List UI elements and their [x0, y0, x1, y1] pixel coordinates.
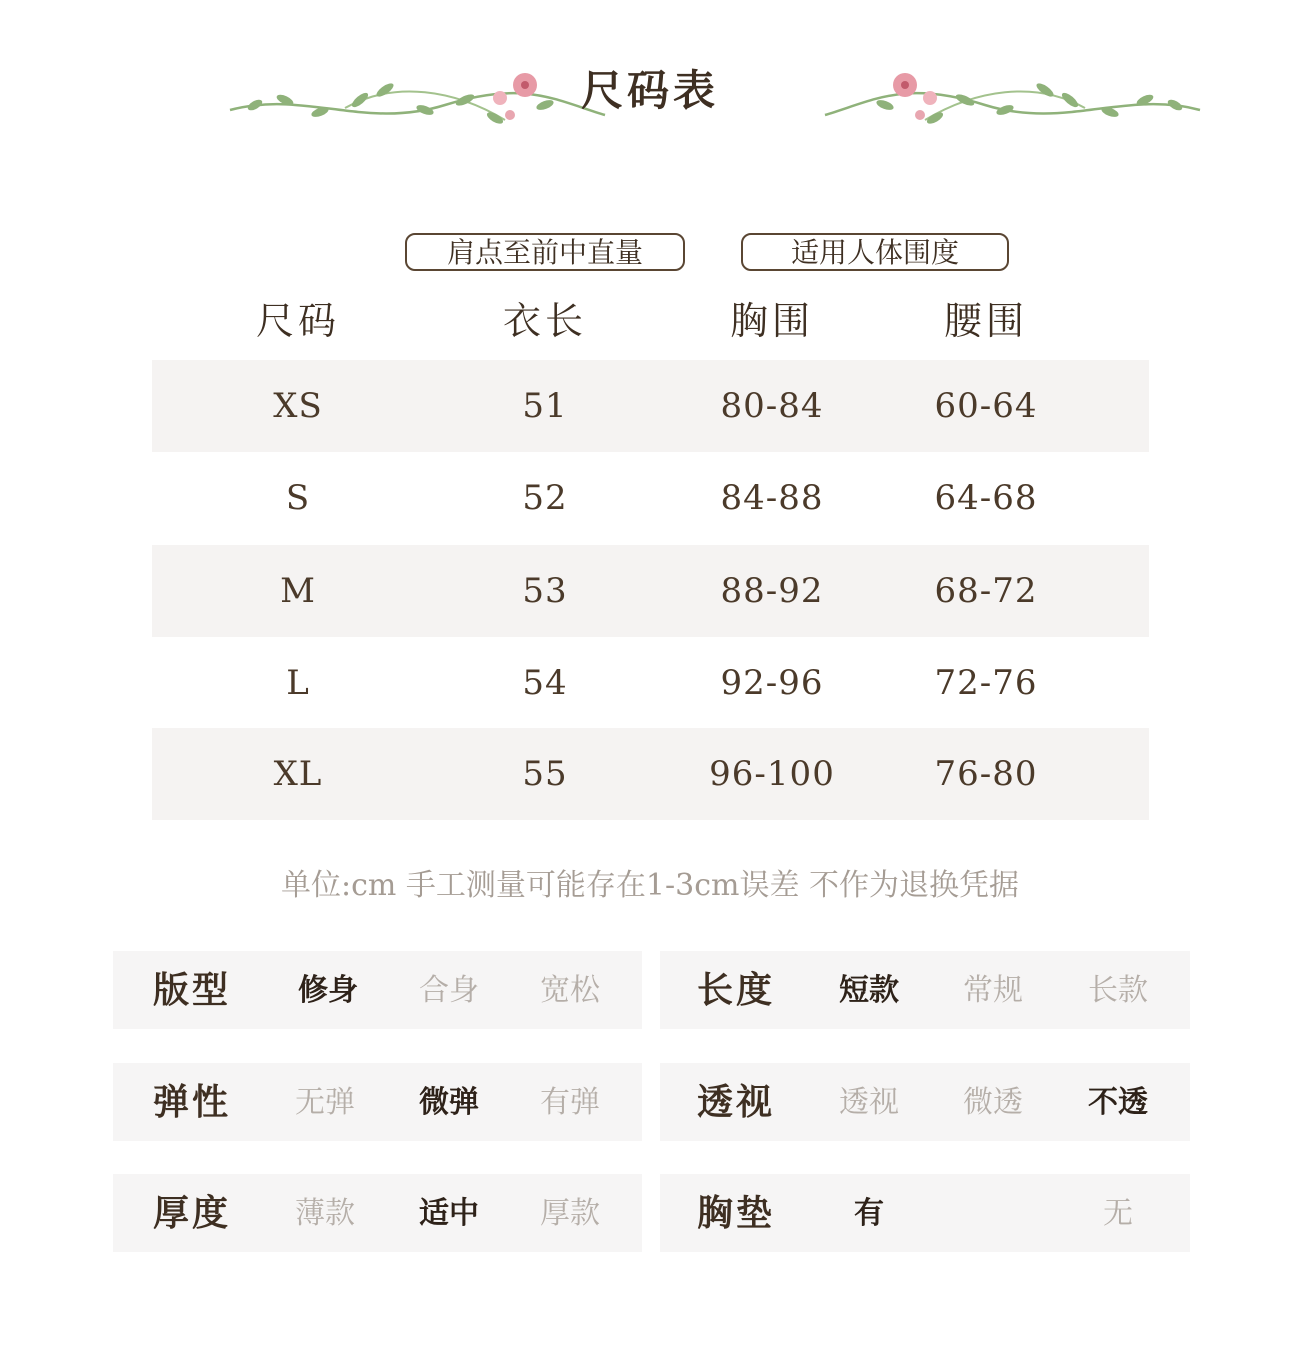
page-title: 尺码表	[580, 66, 719, 115]
cell-size: L	[286, 663, 310, 703]
cell-length: 52	[522, 478, 568, 518]
cell-chest: 84-88	[720, 478, 824, 518]
header-size: 尺码	[255, 299, 340, 343]
attr-option: 长款	[1088, 973, 1148, 1008]
header-chest: 胸围	[729, 299, 814, 343]
cell-length: 53	[522, 571, 568, 611]
cell-waist: 76-80	[934, 754, 1038, 794]
cell-waist: 64-68	[934, 478, 1038, 518]
attr-option: 修身	[298, 973, 358, 1008]
attr-option: 不透	[1088, 1085, 1148, 1120]
cell-size: M	[280, 571, 316, 611]
table-row	[152, 545, 1149, 637]
cell-waist: 72-76	[934, 663, 1038, 703]
table-row	[152, 360, 1149, 452]
attr-option: 微透	[963, 1085, 1023, 1120]
attr-option: 常规	[963, 973, 1023, 1008]
header-waist: 腰围	[943, 299, 1028, 343]
cell-chest: 92-96	[720, 663, 824, 703]
table-row	[152, 728, 1149, 820]
attr-chest-pad	[660, 1174, 1190, 1252]
header-length: 衣长	[502, 299, 587, 343]
attr-label: 胸垫	[697, 1192, 776, 1234]
cell-chest: 96-100	[709, 754, 835, 794]
cell-length: 55	[522, 754, 568, 794]
attr-label: 透视	[697, 1081, 776, 1123]
cell-chest: 80-84	[720, 386, 824, 426]
cell-chest: 88-92	[720, 571, 824, 611]
cell-length: 51	[522, 386, 568, 426]
attr-fit	[113, 951, 642, 1029]
cell-waist: 68-72	[934, 571, 1038, 611]
attr-label: 弹性	[153, 1081, 232, 1123]
cell-length: 54	[522, 663, 568, 703]
table-row	[152, 637, 1149, 729]
attr-elasticity	[113, 1063, 642, 1141]
attr-option: 微弹	[419, 1085, 479, 1120]
attr-option: 有	[854, 1196, 884, 1231]
cell-size: XS	[273, 386, 323, 426]
length-measure-note: 肩点至前中直量	[405, 233, 685, 271]
cell-size: XL	[273, 754, 323, 794]
attr-option: 合身	[419, 973, 479, 1008]
attr-option: 有弹	[540, 1085, 600, 1120]
attr-option: 短款	[839, 973, 899, 1008]
attr-sheerness	[660, 1063, 1190, 1141]
attr-option: 薄款	[295, 1196, 355, 1231]
measurement-disclaimer: 单位:cm 手工测量可能存在1-3cm误差 不作为退换凭据	[281, 868, 1019, 903]
attr-label: 版型	[153, 969, 232, 1011]
body-measure-note: 适用人体围度	[741, 233, 1009, 271]
attr-option: 透视	[839, 1085, 899, 1120]
cell-size: S	[285, 478, 311, 518]
attr-option: 无弹	[295, 1085, 355, 1120]
attr-option: 宽松	[540, 973, 600, 1008]
attr-label: 长度	[697, 969, 776, 1011]
attr-option: 无	[1103, 1196, 1133, 1231]
cell-waist: 60-64	[934, 386, 1038, 426]
attr-option: 适中	[419, 1196, 479, 1231]
table-row	[152, 452, 1149, 544]
attr-label: 厚度	[153, 1192, 232, 1234]
attr-thickness	[113, 1174, 642, 1252]
attr-length	[660, 951, 1190, 1029]
attr-option: 厚款	[540, 1196, 600, 1231]
